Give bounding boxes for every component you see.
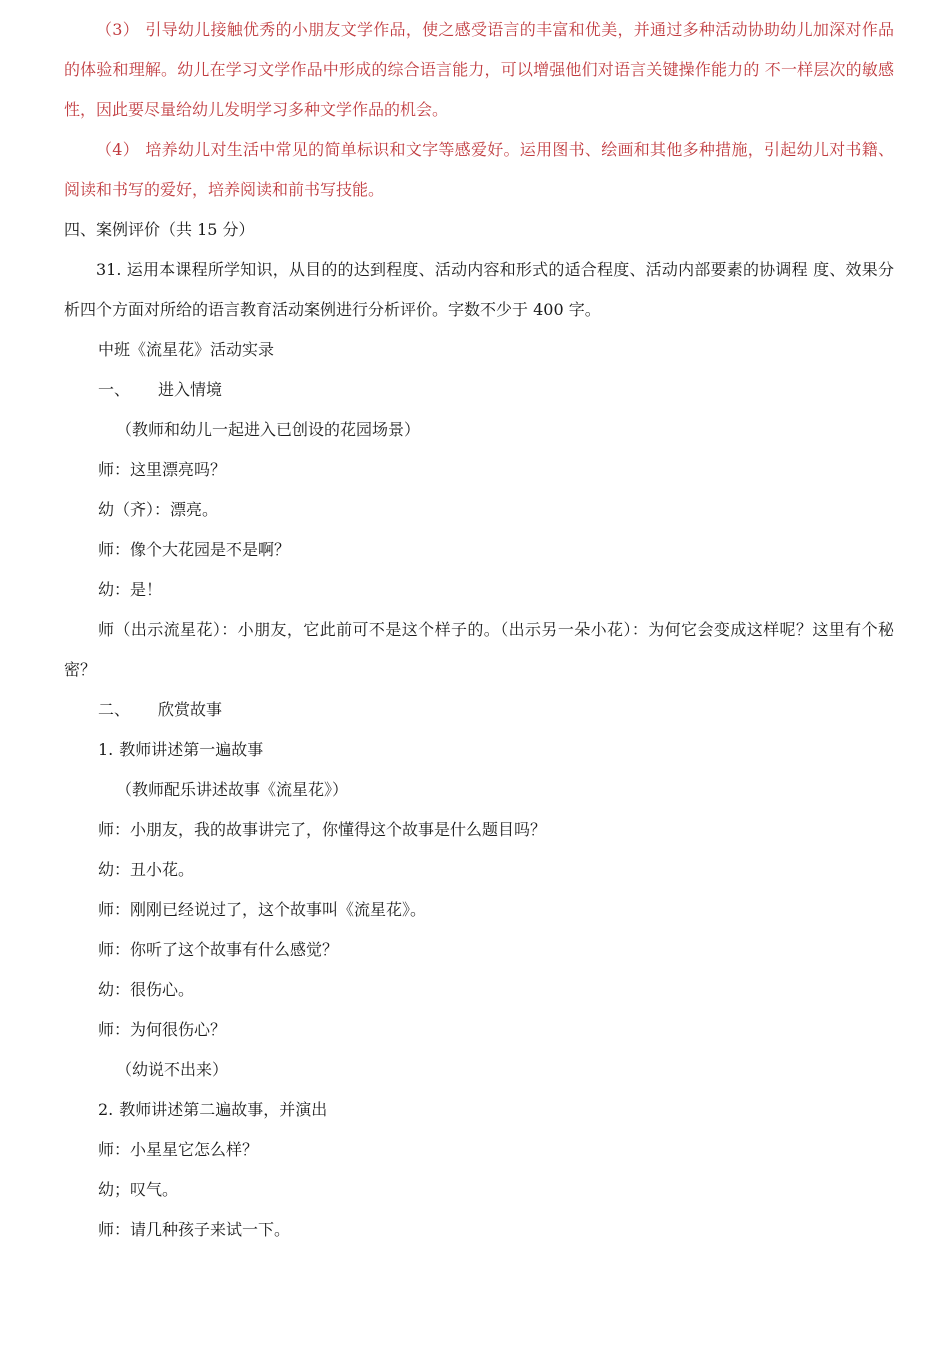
item-number: （4） (96, 140, 140, 159)
step-title: 教师讲述第二遍故事，并演出 (119, 1100, 328, 1119)
dialogue-line: 师：像个大花园是不是啊？ (98, 540, 291, 559)
step-number: 1. (98, 740, 114, 759)
dialogue-line: 师：为何很伤心？ (98, 1020, 227, 1039)
dialogue-line: 师：你听了这个故事有什么感觉？ (98, 940, 339, 959)
part-number: 一、 (98, 380, 131, 399)
dialogue-line: 师：这里漂亮吗？ (98, 460, 227, 479)
dialogue-line: 幼（齐）：漂亮。 (98, 500, 219, 519)
paragraph-item-3 (64, 10, 894, 130)
dialogue-line: 师（出示流星花）：小朋友，它此前可不是这个样子的。（出示另一朵小花）：为何它会变成这样呢？这里有个秘密？ (64, 620, 894, 679)
step-title: 教师讲述第一遍故事 (119, 740, 264, 759)
step-heading (64, 1090, 894, 1130)
part-heading (64, 370, 894, 410)
dialogue-line: 幼；叹气。 (98, 1180, 179, 1199)
stage-direction: （教师配乐讲述故事《流星花》） (116, 780, 349, 799)
dialogue-line: 幼：丑小花。 (98, 860, 195, 879)
dialogue-line: 师：请几种孩子来试一下。 (98, 1220, 291, 1239)
dialogue-line: 师：小朋友，我的故事讲完了，你懂得这个故事是什么题目吗？ (98, 820, 547, 839)
stage-direction: （幼说不出来） (116, 1060, 229, 1079)
step-number: 2. (98, 1100, 114, 1119)
part-title: 欣赏故事 (158, 700, 223, 719)
dialogue-line: 师：刚刚已经说过了，这个故事叫《流星花》。 (98, 900, 427, 919)
record-title: 中班《流星花》活动实录 (98, 340, 275, 359)
question-text: 31. 运用本课程所学知识，从目的的达到程度、活动内容和形式的适合程度、活动内部要素的协调程 度、效果分析四个方面对所给的语言教育活动案例进行分析评价。字数不少于 400 字。 (64, 260, 894, 319)
section-heading: 四、案例评价（共 15 分） (64, 220, 255, 239)
dialogue-line: 幼：很伤心。 (98, 980, 195, 999)
stage-direction: （教师和幼儿一起进入已创设的花园场景） (116, 420, 421, 439)
paragraph-item-4 (64, 130, 894, 210)
part-title: 进入情境 (158, 380, 223, 399)
part-number: 二、 (98, 700, 131, 719)
dialogue-line: 幼：是！ (98, 580, 163, 599)
item-text: 培养幼儿对生活中常见的简单标识和文字等感爱好。运用图书、绘画和其他多种措施，引起幼儿对书籍、阅读和书写的爱好，培养阅读和前书写技能。 (64, 140, 894, 199)
item-text: 引导幼儿接触优秀的小朋友文学作品，使之感受语言的丰富和优美，并通过多种活动协助幼儿加深对作品的体验和理解。幼儿在学习文学作品中形成的综合语言能力，可以增强他们对语言关键操作能力的 不一样层次的敏感性，因此要尽量给幼儿发明学习多种文学作品的机会。 (64, 20, 894, 119)
item-number: （3） (96, 20, 140, 39)
document-page (64, 10, 894, 1250)
part-heading (64, 690, 894, 730)
step-heading (64, 730, 894, 770)
dialogue-line: 师：小星星它怎么样？ (98, 1140, 259, 1159)
